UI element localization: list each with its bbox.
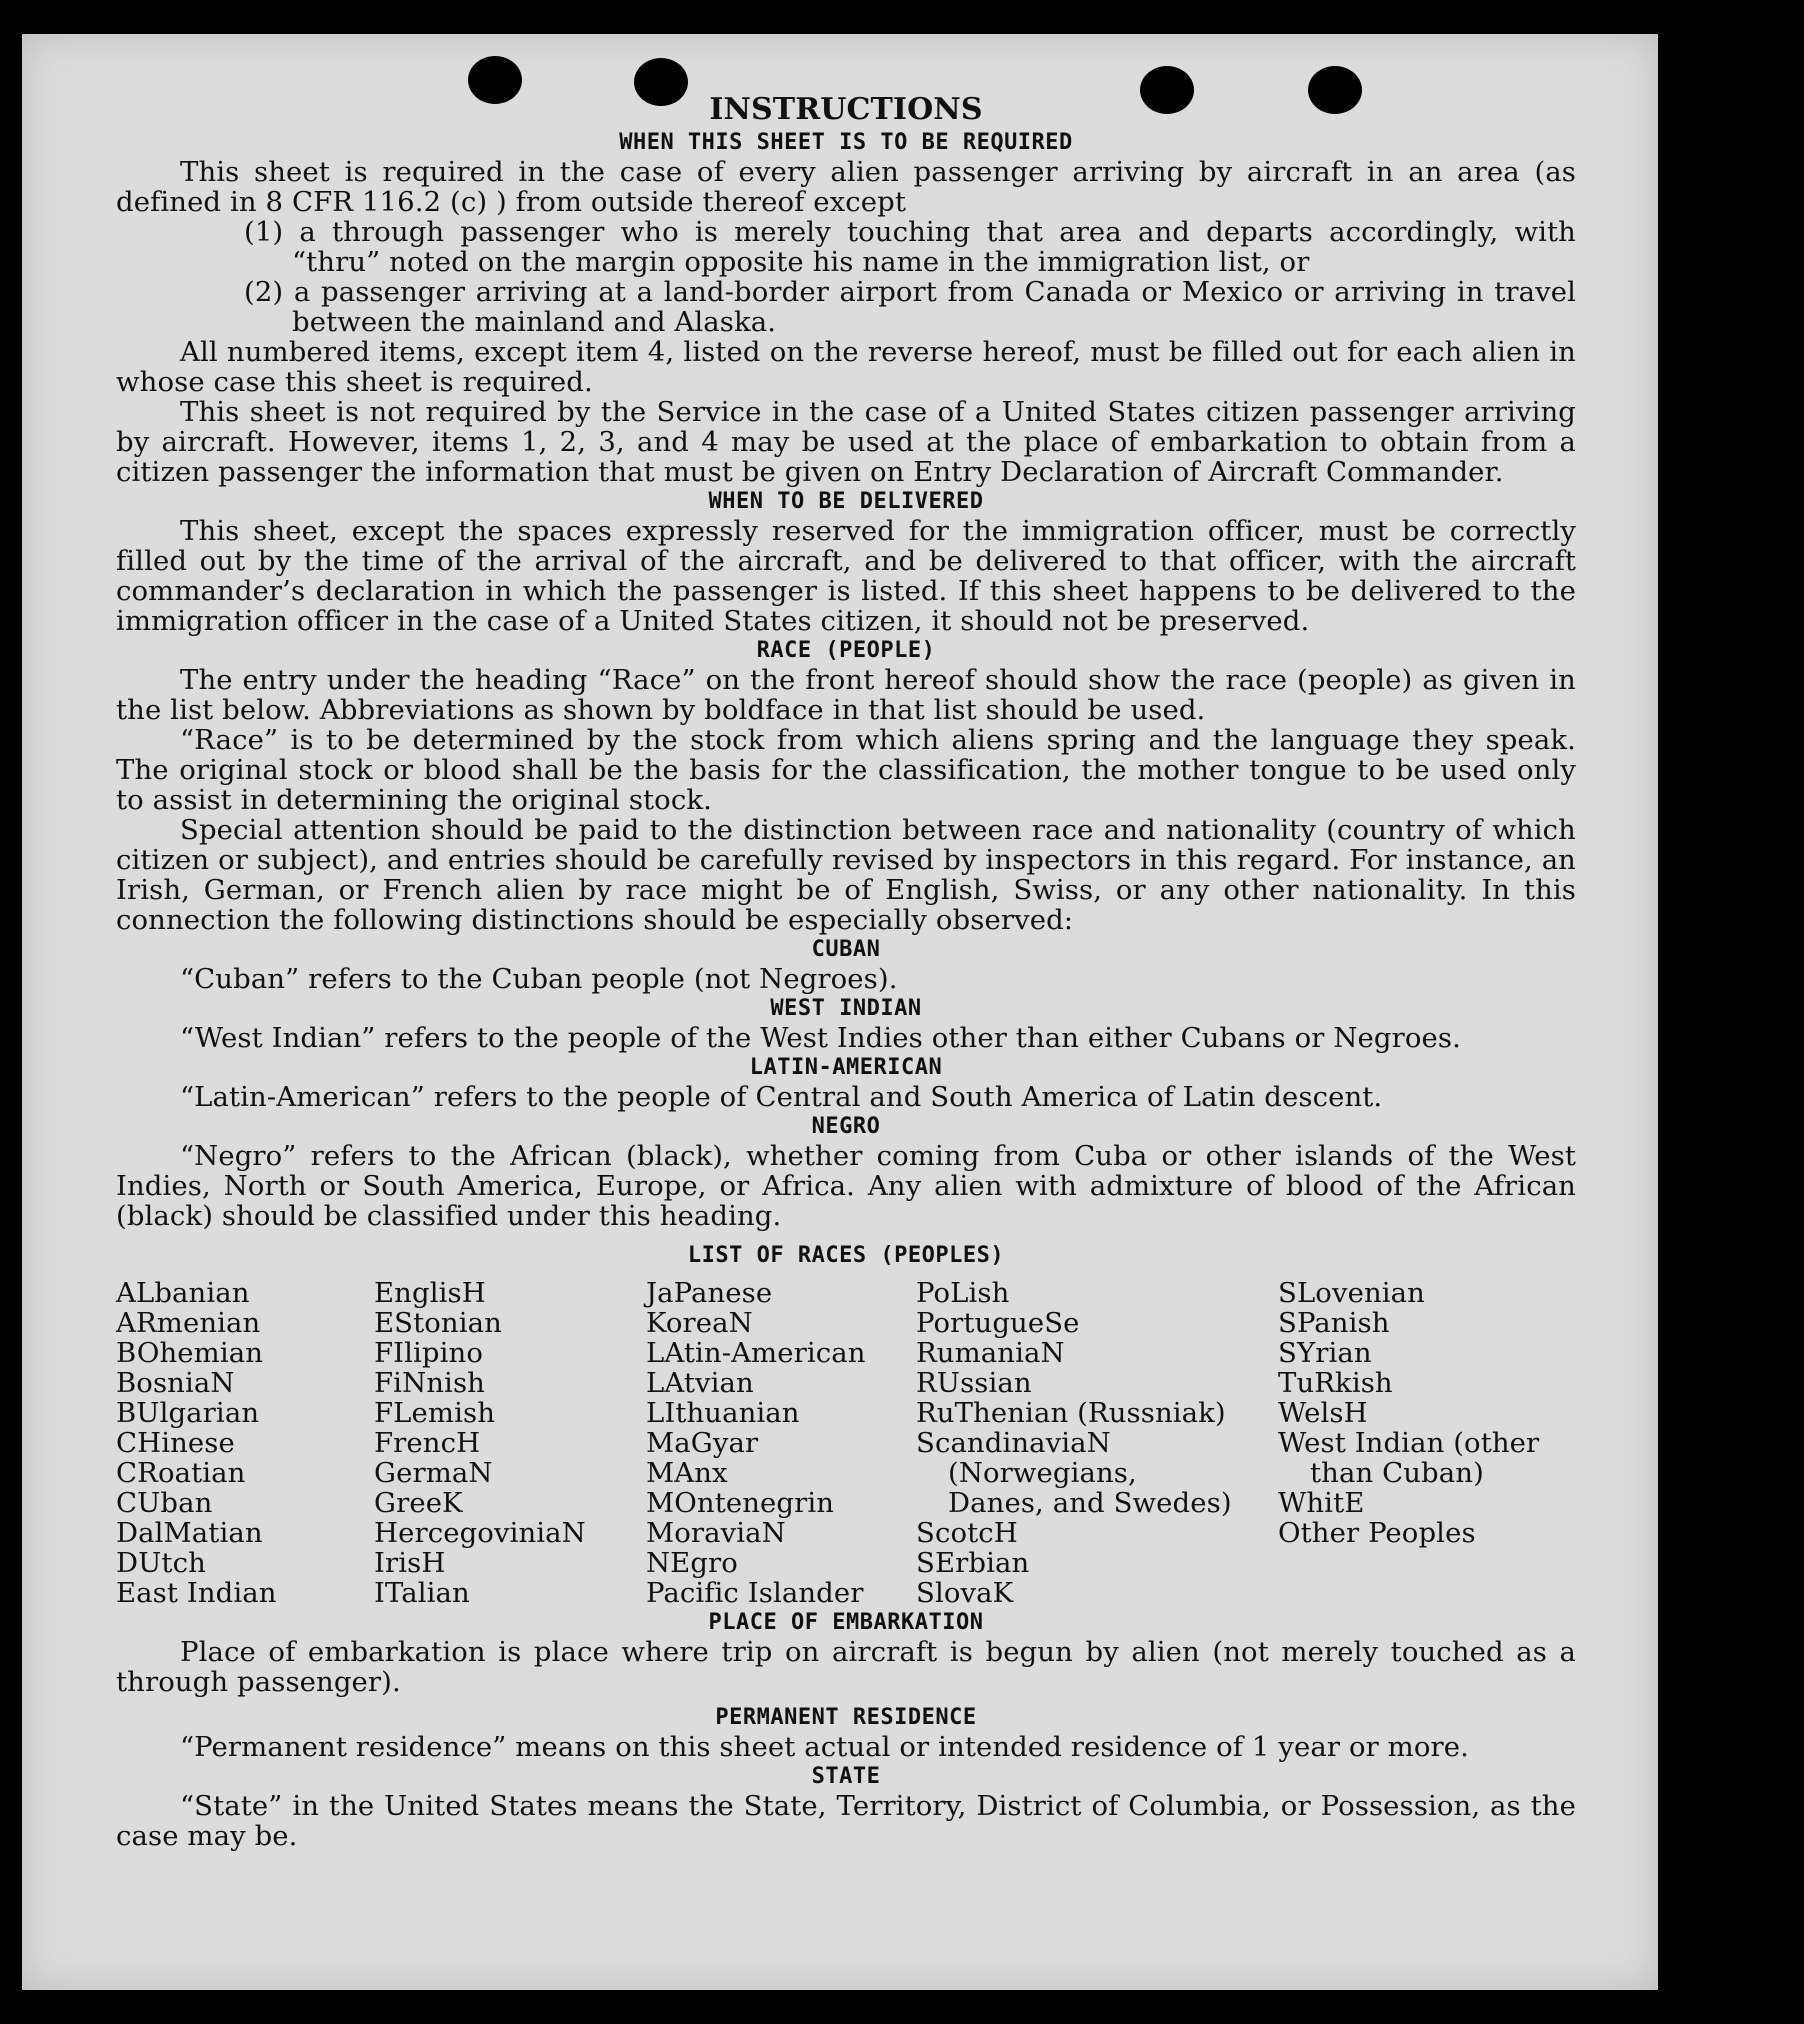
race-entry: EStonian [374, 1307, 502, 1339]
race-entry: MAnx [646, 1457, 728, 1489]
race-entry: RuThenian (Russniak) [916, 1397, 1226, 1429]
race-entry: BUlgarian [116, 1397, 260, 1429]
race-entry: SErbian [916, 1547, 1030, 1579]
race-entry: EnglisH [374, 1277, 486, 1309]
definition-cuban: “Cuban” refers to the Cuban people (not Negroes). [180, 963, 898, 995]
races-column [116, 1278, 374, 1608]
definition-permanent-residence: “Permanent residence” means on this sheet actual or intended residence of 1 year or more. [180, 1731, 1469, 1763]
paragraph: This sheet is required in the case of every alien passenger arriving by aircraft in an area (as defined in 8 CFR 116.2 (c) ) from outside thereof except [116, 156, 1576, 218]
heading-when-required: WHEN THIS SHEET IS TO BE REQUIRED [619, 130, 1073, 155]
heading-state: STATE [811, 1764, 881, 1789]
race-entry: RUssian [916, 1367, 1032, 1399]
race-entry: WhitE [1278, 1487, 1365, 1519]
race-entry: East Indian [116, 1577, 277, 1609]
race-entry: GermaN [374, 1457, 493, 1489]
race-entry: BOhemian [116, 1337, 264, 1369]
race-entry: PortugueSe [916, 1307, 1080, 1339]
races-column [1278, 1278, 1568, 1608]
race-entry: DalMatian [116, 1517, 263, 1549]
heading-latin-american: LATIN-AMERICAN [749, 1055, 943, 1080]
definition-west-indian: “West Indian” refers to the people of the West Indies other than either Cubans or Negroes. [180, 1022, 1461, 1054]
races-column [646, 1278, 916, 1608]
race-entry: PoLish [916, 1277, 1010, 1309]
definition-latin-american: “Latin-American” refers to the people of Central and South America of Latin descent. [180, 1081, 1383, 1113]
race-entry: MOntenegrin [646, 1487, 835, 1519]
race-entry: SLovenian [1278, 1277, 1425, 1309]
race-entry: ScotcH [916, 1517, 1018, 1549]
race-entry: IrisH [374, 1547, 446, 1579]
race-entry: FrencH [374, 1427, 481, 1459]
race-entry: Pacific Islander [646, 1577, 864, 1609]
paragraph: The entry under the heading “Race” on the front hereof should show the race (people) as given in the list below. Abbreviations as shown by boldface in that list should be used. [116, 664, 1576, 726]
race-entry: SYrian [1278, 1337, 1372, 1369]
race-entry: FIlipino [374, 1337, 484, 1369]
heading-embarkation: PLACE OF EMBARKATION [708, 1610, 984, 1635]
heading-negro: NEGRO [811, 1114, 881, 1139]
definition-negro: “Negro” refers to the African (black), whether coming from Cuba or other islands of the West Indies, North or South America, Europe, or Africa. Any alien with admixture of blood of the African (black) should be classified under this heading. [116, 1140, 1576, 1232]
paragraph: This sheet, except the spaces expressly reserved for the immigration officer, must be correctly filled out by the time of the arrival of the aircraft, and be delivered to that officer, with the aircraft commander’s declaration in which the passenger is listed. If this sheet happens to be delivered to the immigration officer in the case of a United States citizen, it should not be preserved. [116, 515, 1576, 637]
race-entry: DUtch [116, 1547, 206, 1579]
instructions-content [116, 92, 1576, 1851]
paragraph: Special attention should be paid to the distinction between race and nationality (country of which citizen or subject), and entries should be carefully revised by inspectors in this regard. For instance, an Irish, German, or French alien by race might be of English, Swiss, or any other nationality. In this connection the following distinctions should be especially observed: [116, 814, 1576, 936]
race-entry: ALbanian [116, 1277, 250, 1309]
race-entry: SPanish [1278, 1307, 1390, 1339]
race-entry: ScandinaviaN (Norwegians, Danes, and Swedes) [916, 1427, 1232, 1519]
race-entry: LAtin-American [646, 1337, 866, 1369]
page-title: INSTRUCTIONS [709, 92, 983, 127]
race-entry: ITalian [374, 1577, 470, 1609]
race-entry: KoreaN [646, 1307, 753, 1339]
race-entry: WelsH [1278, 1397, 1368, 1429]
document-page [22, 34, 1658, 1990]
list-item: (2) a passenger arriving at a land-border airport from Canada or Mexico or arriving in travel between the mainland and Alaska. [244, 276, 1576, 338]
heading-west-indian: WEST INDIAN [770, 996, 922, 1021]
race-entry: RumaniaN [916, 1337, 1065, 1369]
heading-race: RACE (PEOPLE) [756, 638, 936, 663]
race-entry: West Indian (other than Cuban) [1278, 1427, 1540, 1489]
heading-when-delivered: WHEN TO BE DELIVERED [708, 489, 984, 514]
race-entry: ARmenian [116, 1307, 261, 1339]
definition-state: “State” in the United States means the State, Territory, District of Columbia, or Possession, as the case may be. [116, 1790, 1576, 1852]
race-entry: LIthuanian [646, 1397, 800, 1429]
race-entry: CUban [116, 1487, 213, 1519]
race-entry: FLemish [374, 1397, 496, 1429]
race-entry: MoraviaN [646, 1517, 786, 1549]
definition-embarkation: Place of embarkation is place where trip on aircraft is begun by alien (not merely touched as a through passenger). [116, 1636, 1576, 1698]
paragraph: This sheet is not required by the Service in the case of a United States citizen passenger arriving by aircraft. However, items 1, 2, 3, and 4 may be used at the place of embarkation to obtain from a citizen passenger the information that must be given on Entry Declaration of Aircraft Commander. [116, 396, 1576, 488]
race-entry: HercegoviniaN [374, 1517, 586, 1549]
race-entry: Other Peoples [1278, 1517, 1476, 1549]
race-entry: NEgro [646, 1547, 738, 1579]
race-entry: TuRkish [1278, 1367, 1393, 1399]
heading-list-of-races: LIST OF RACES (PEOPLES) [687, 1243, 1005, 1268]
race-entry: CHinese [116, 1427, 235, 1459]
race-entry: GreeK [374, 1487, 463, 1519]
list-item: (1) a through passenger who is merely touching that area and departs accordingly, with “thru” noted on the margin opposite his name in the immigration list, or [244, 216, 1576, 278]
races-list [116, 1278, 1576, 1608]
paragraph: All numbered items, except item 4, listed on the reverse hereof, must be filled out for each alien in whose case this sheet is required. [116, 336, 1576, 398]
race-entry: JaPanese [646, 1277, 773, 1309]
heading-permanent-residence: PERMANENT RESIDENCE [715, 1705, 977, 1730]
races-column [374, 1278, 646, 1608]
paragraph: “Race” is to be determined by the stock from which aliens spring and the language they speak. The original stock or blood shall be the basis for the classification, the mother tongue to be used only to assist in determining the original stock. [116, 724, 1576, 816]
race-entry: LAtvian [646, 1367, 754, 1399]
race-entry: FiNnish [374, 1367, 485, 1399]
race-entry: CRoatian [116, 1457, 246, 1489]
heading-cuban: CUBAN [811, 937, 881, 962]
race-entry: SlovaK [916, 1577, 1014, 1609]
race-entry: BosniaN [116, 1367, 235, 1399]
races-column [916, 1278, 1278, 1608]
race-entry: MaGyar [646, 1427, 759, 1459]
